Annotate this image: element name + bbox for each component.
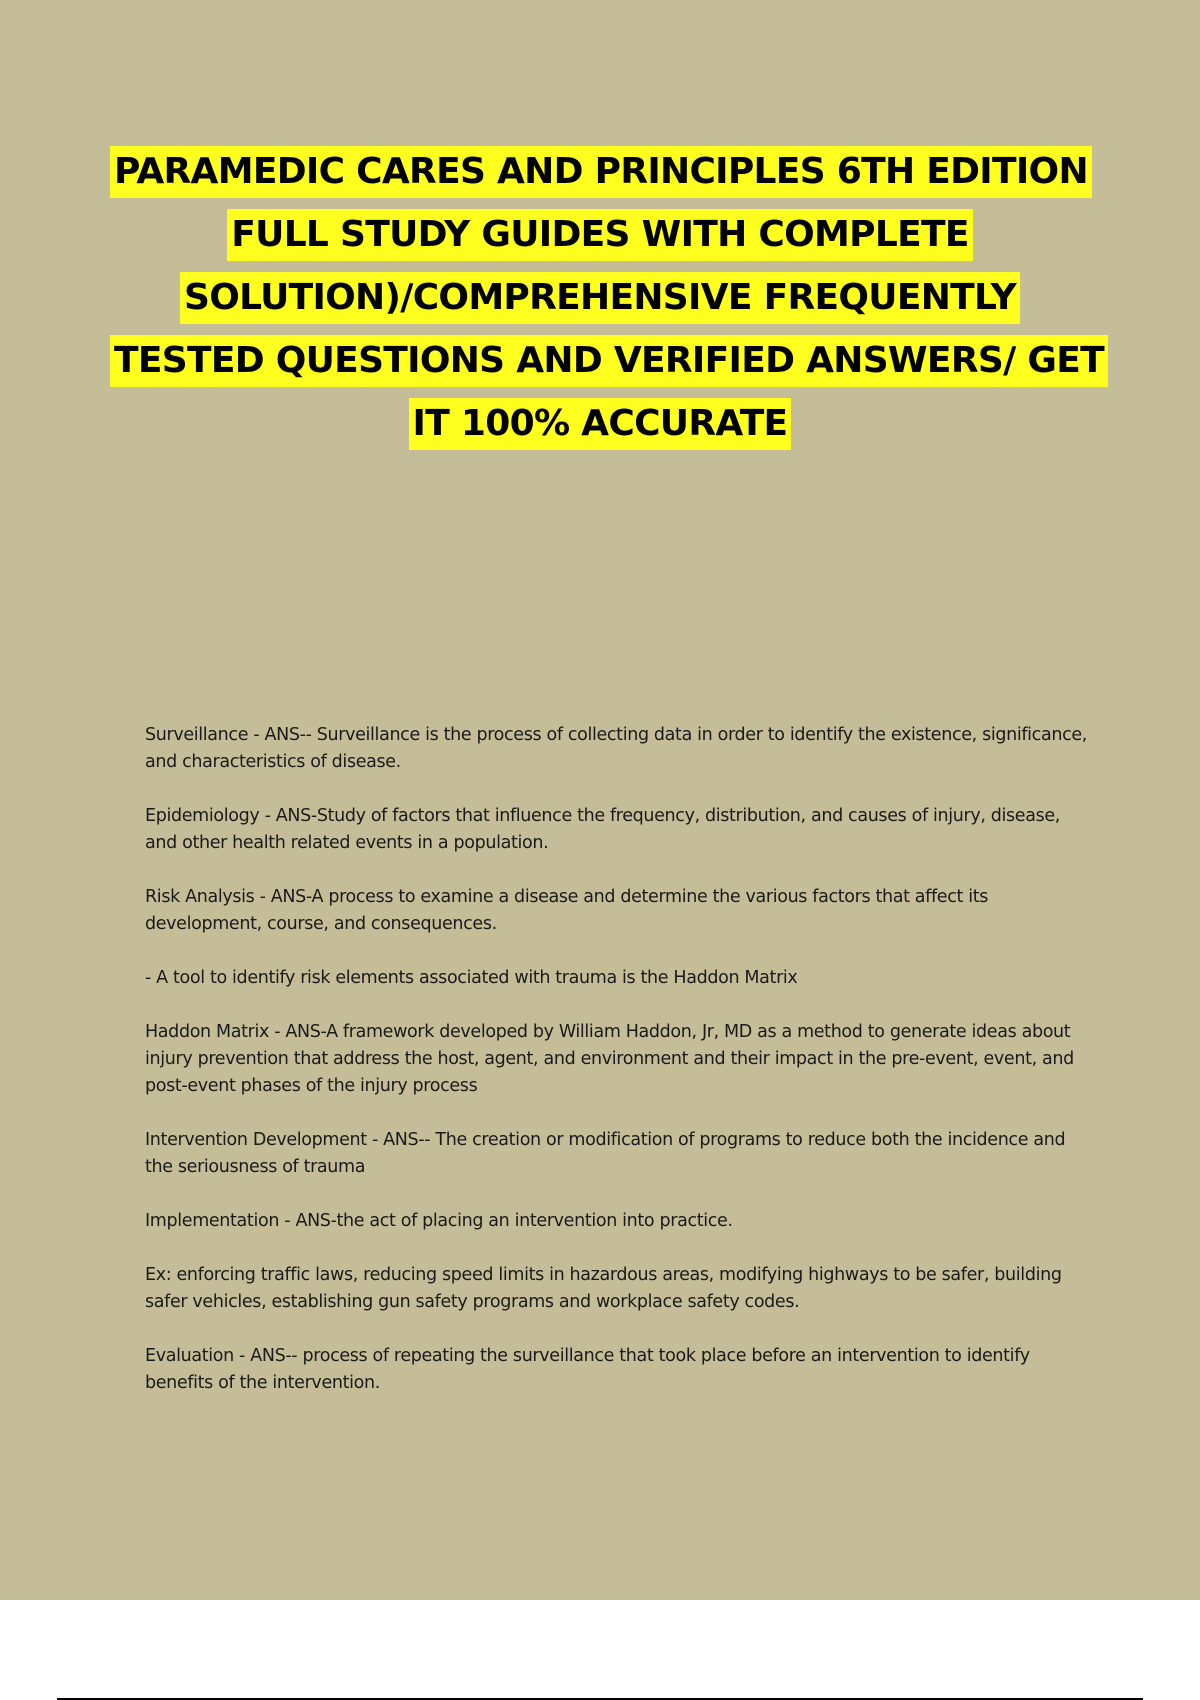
paragraph-implementation: Implementation - ANS-the act of placing an intervention into practice. xyxy=(145,1211,733,1231)
paragraph-surveillance: Surveillance - ANS-- Surveillance is the process of collecting data in order to identify the existence, significance, and characteristics of disease. xyxy=(145,725,1087,772)
paragraph-haddon-note: - A tool to identify risk elements associated with trauma is the Haddon Matrix xyxy=(145,968,798,988)
title-line-4: TESTED QUESTIONS AND VERIFIED ANSWERS/ GET xyxy=(110,335,1108,387)
document-title xyxy=(110,146,1104,461)
paragraph-risk-analysis: Risk Analysis - ANS-A process to examine a disease and determine the various factors that affect its development, course, and consequences. xyxy=(145,887,988,934)
title-line-2: FULL STUDY GUIDES WITH COMPLETE xyxy=(227,209,972,261)
title-line-3: SOLUTION)/COMPREHENSIVE FREQUENTLY xyxy=(180,272,1020,324)
paragraph-examples: Ex: enforcing traffic laws, reducing speed limits in hazardous areas, modifying highways to be safer, building safer vehicles, establishing gun safety programs and workplace safety codes. xyxy=(145,1265,1062,1312)
paragraph-epidemiology: Epidemiology - ANS-Study of factors that influence the frequency, distribution, and causes of injury, disease, and other health related events in a population. xyxy=(145,806,1060,853)
paragraph-evaluation: Evaluation - ANS-- process of repeating the surveillance that took place before an intervention to identify benefits of the intervention. xyxy=(145,1346,1030,1393)
title-line-1: PARAMEDIC CARES AND PRINCIPLES 6TH EDITION xyxy=(110,146,1092,198)
title-line-5: IT 100% ACCURATE xyxy=(409,398,792,450)
paragraph-intervention-development: Intervention Development - ANS-- The creation or modification of programs to reduce both the incidence and the seriousness of trauma xyxy=(145,1130,1066,1177)
paragraph-haddon-matrix: Haddon Matrix - ANS-A framework developed by William Haddon, Jr, MD as a method to generate ideas about injury prevention that address the host, agent, and environment and their impact in the pre-event, event, and post-event phases of the injury process xyxy=(145,1022,1074,1096)
document-body xyxy=(145,722,1090,1424)
